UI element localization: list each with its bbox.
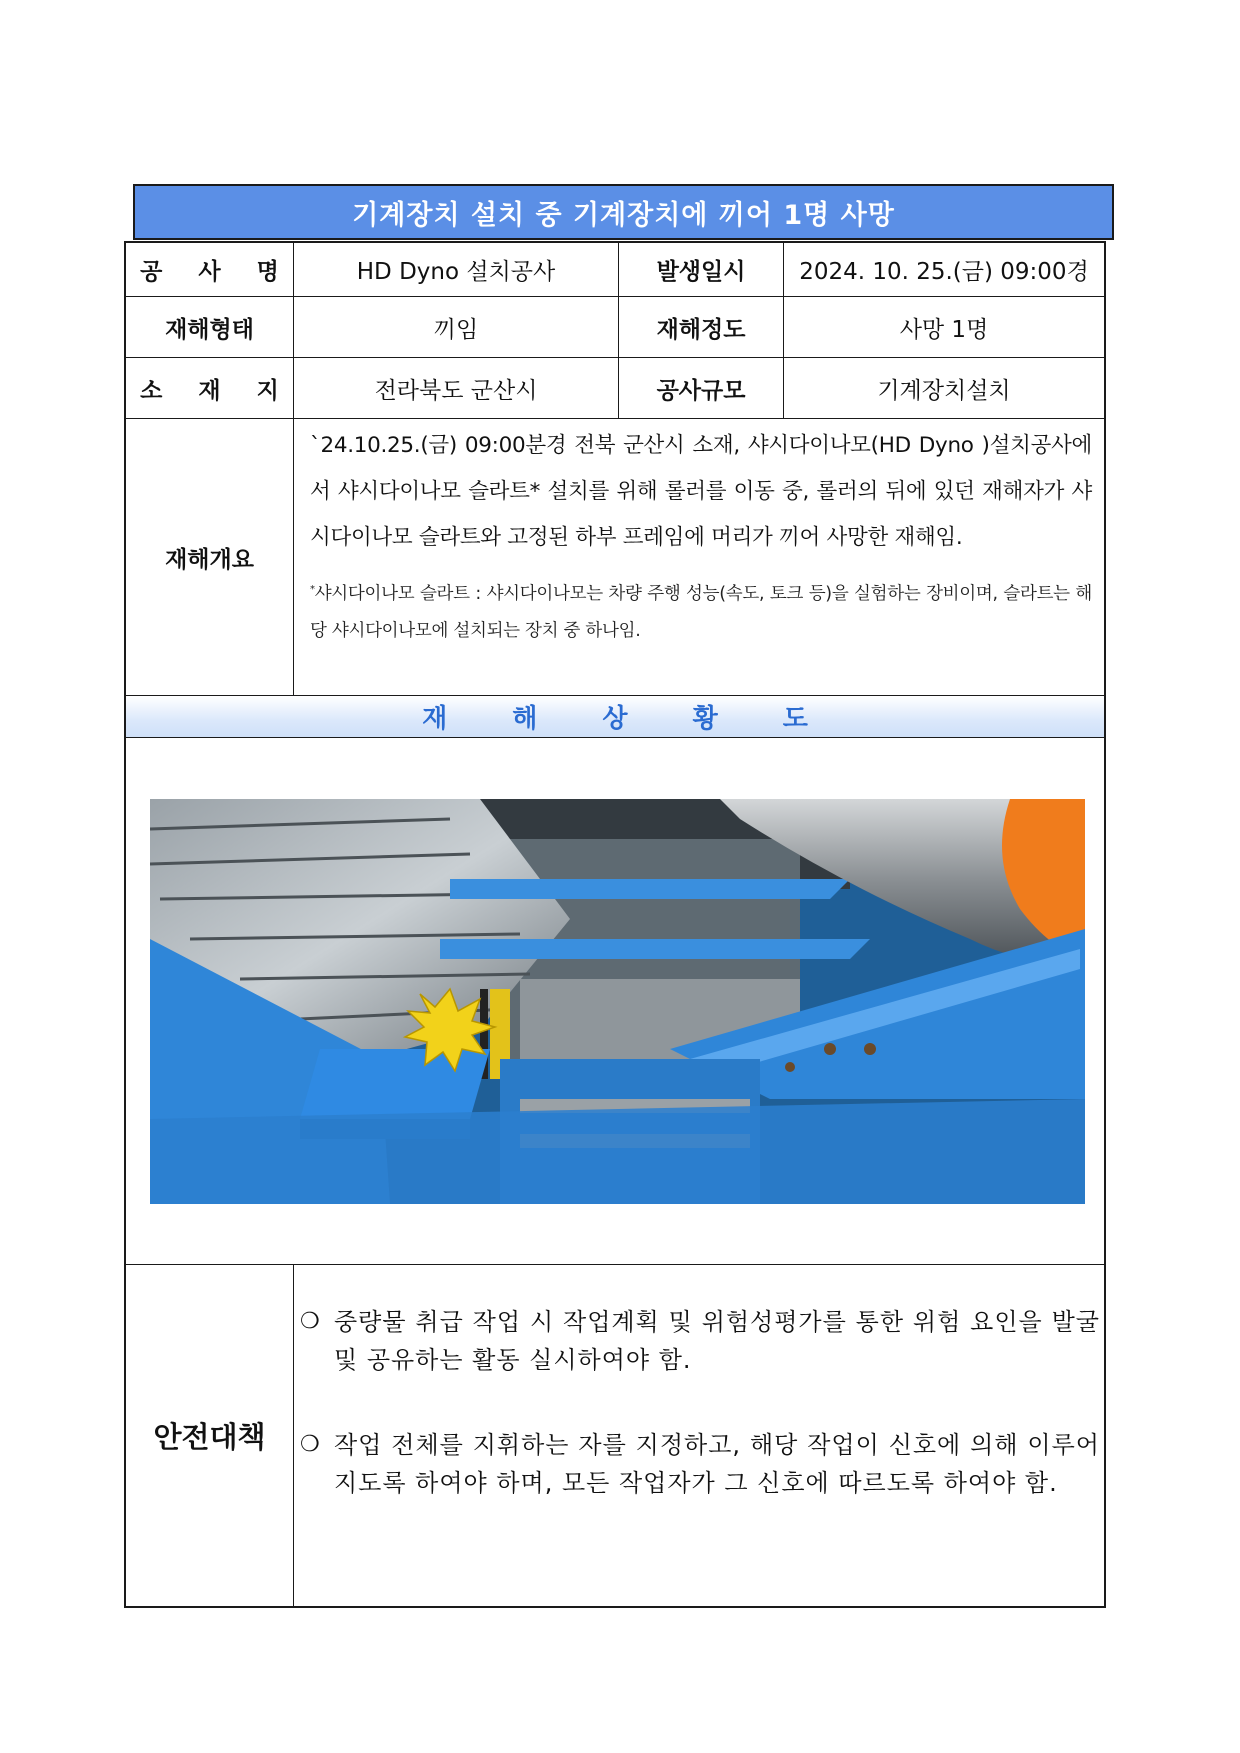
project-name-label: 공 사 명 bbox=[126, 243, 294, 296]
footnote-text: 샤시다이나모 슬라트 : 샤시다이나모는 차량 주행 성능(속도, 토크 등)을 실험하는 장비이며, 슬라트는 해당 샤시다이나모에 설치되는 장치 중 하나임. bbox=[310, 583, 1092, 641]
type-value: 끼임 bbox=[294, 297, 619, 357]
location-label: 소 재 지 bbox=[126, 358, 294, 418]
overview-label: 재해개요 bbox=[126, 419, 294, 695]
safety-measure-2 bbox=[294, 1426, 1104, 1502]
scale-value: 기계장치설치 bbox=[877, 377, 1011, 404]
date-label: 발생일시 bbox=[619, 243, 784, 296]
accident-scene-photo bbox=[150, 799, 1085, 1204]
type-label: 재해형태 bbox=[126, 297, 294, 357]
circle-bullet-icon: ❍ bbox=[300, 1432, 320, 1457]
overview-content bbox=[294, 419, 1104, 695]
safety-measure-text: 작업 전체를 지휘하는 자를 지정하고, 해당 작업이 신호에 의해 이루어지도록 하여야 하며, 모든 작업자가 그 신호에 따르도록 하여야 함. bbox=[334, 1431, 1100, 1497]
safety-measures-label: 안전대책 bbox=[126, 1265, 294, 1606]
situation-section-title: 재 해 상 황 도 bbox=[126, 695, 1104, 738]
scale-label: 공사규모 bbox=[619, 358, 784, 418]
circle-bullet-icon: ❍ bbox=[300, 1309, 320, 1334]
overview-row bbox=[126, 419, 1104, 695]
safety-measure-text: 중량물 취급 작업 시 작업계획 및 위험성평가를 통한 위험 요인을 발굴 및 공유하는 활동 실시하여야 함. bbox=[334, 1308, 1100, 1374]
overview-footnote bbox=[310, 571, 1092, 650]
project-name-value: HD Dyno 설치공사 bbox=[294, 243, 619, 296]
severity-value: 사망 1명 bbox=[899, 316, 989, 343]
overview-text: `24.10.25.(금) 09:00분경 전북 군산시 소재, 샤시다이나모(HD Dyno )설치공사에서 샤시다이나모 슬라트* 설치를 위해 롤러를 이동 중, 롤러의 뒤에 있던 재해자가 샤시다이나모 슬라트와 고정된 하부 프레임에 머리가 끼어 사망한 재해임. bbox=[310, 433, 1092, 550]
accident-report-table bbox=[124, 241, 1106, 1608]
document-title: 기계장치 설치 중 기계장치에 끼어 1명 사망 bbox=[133, 184, 1114, 240]
footnote-mark: * bbox=[310, 584, 315, 595]
date-value: 2024. 10. 25.(금) 09:00경 bbox=[799, 259, 1089, 285]
info-row-location bbox=[126, 358, 1104, 419]
severity-label: 재해정도 bbox=[619, 297, 784, 357]
info-row-project bbox=[126, 243, 1104, 297]
accident-scene-illustration bbox=[150, 799, 1085, 1204]
location-value: 전라북도 군산시 bbox=[294, 358, 619, 418]
safety-measure-1 bbox=[294, 1303, 1104, 1379]
info-row-type bbox=[126, 297, 1104, 358]
